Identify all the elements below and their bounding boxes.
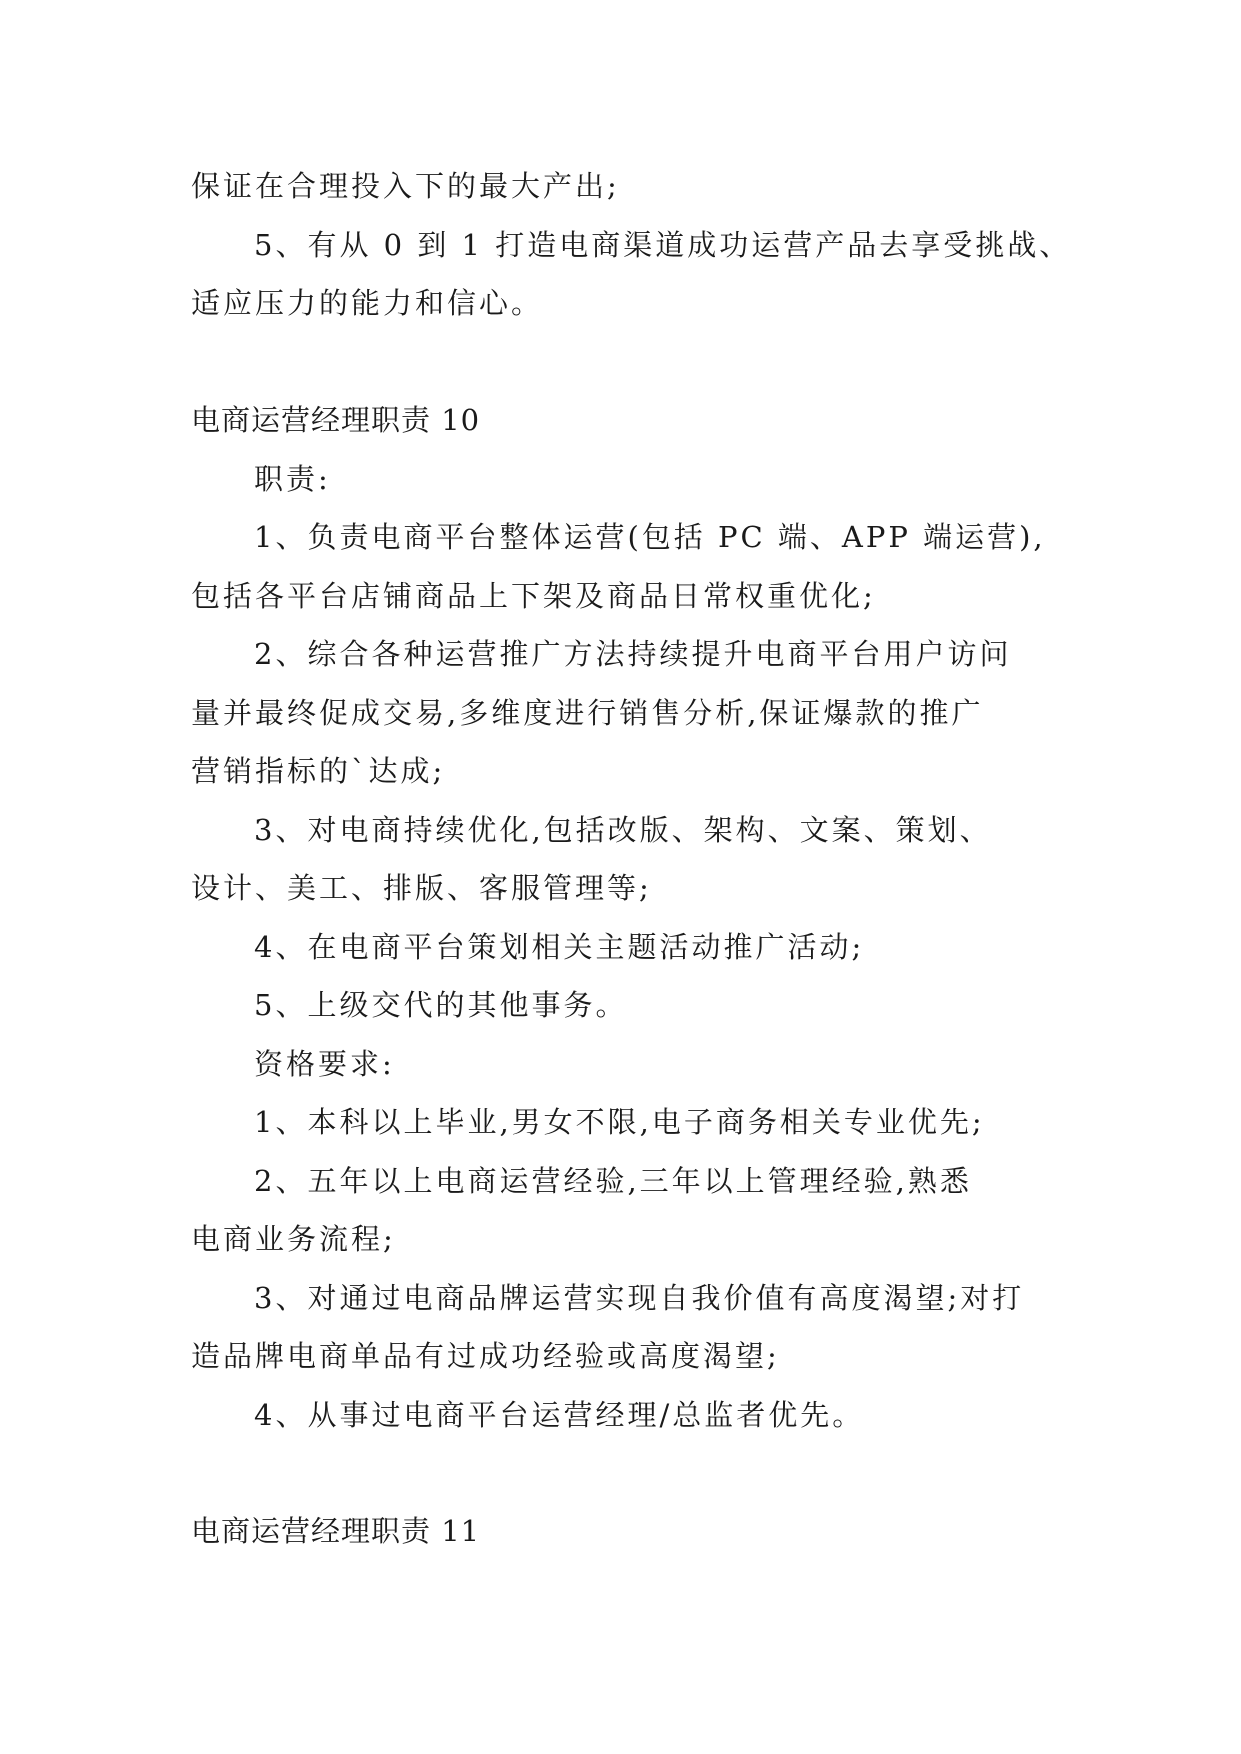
text-line: 营销指标的`达成;	[191, 754, 446, 788]
text-line: 保证在合理投入下的最大产出;	[191, 169, 620, 203]
subheading: 职责:	[254, 462, 331, 496]
text-line: 3、对通过电商品牌运营实现自我价值有高度渴望;对打	[254, 1281, 1025, 1315]
text-line: 4、从事过电商平台运营经理/总监者优先。	[254, 1398, 865, 1432]
subheading: 资格要求:	[254, 1047, 395, 1081]
text-line: 2、五年以上电商运营经验,三年以上管理经验,熟悉	[254, 1164, 972, 1198]
text-line: 设计、美工、排版、客服管理等;	[191, 871, 652, 905]
text-line: 造品牌电商单品有过成功经验或高度渴望;	[191, 1339, 780, 1373]
text-line: 5、上级交代的其他事务。	[254, 988, 628, 1022]
text-line: 2、综合各种运营推广方法持续提升电商平台用户访问	[254, 637, 1012, 671]
text-line: 4、在电商平台策划相关主题活动推广活动;	[254, 930, 865, 964]
text-line: 包括各平台店铺商品上下架及商品日常权重优化;	[191, 579, 876, 613]
text-line: 3、对电商持续优化,包括改版、架构、文案、策划、	[254, 813, 992, 847]
text-line: 电商业务流程;	[191, 1222, 396, 1256]
section-heading: 电商运营经理职责 11	[191, 1514, 481, 1548]
text-line: 量并最终促成交易,多维度进行销售分析,保证爆款的推广	[191, 696, 984, 730]
text-line: 1、本科以上毕业,男女不限,电子商务相关专业优先;	[254, 1105, 985, 1139]
text-line: 适应压力的能力和信心。	[191, 286, 544, 320]
text-line: 5、有从 0 到 1 打造电商渠道成功运营产品去享受挑战、	[254, 228, 1072, 262]
text-line: 1、负责电商平台整体运营(包括 PC 端、APP 端运营),	[254, 520, 1046, 554]
section-heading: 电商运营经理职责 10	[191, 403, 481, 437]
